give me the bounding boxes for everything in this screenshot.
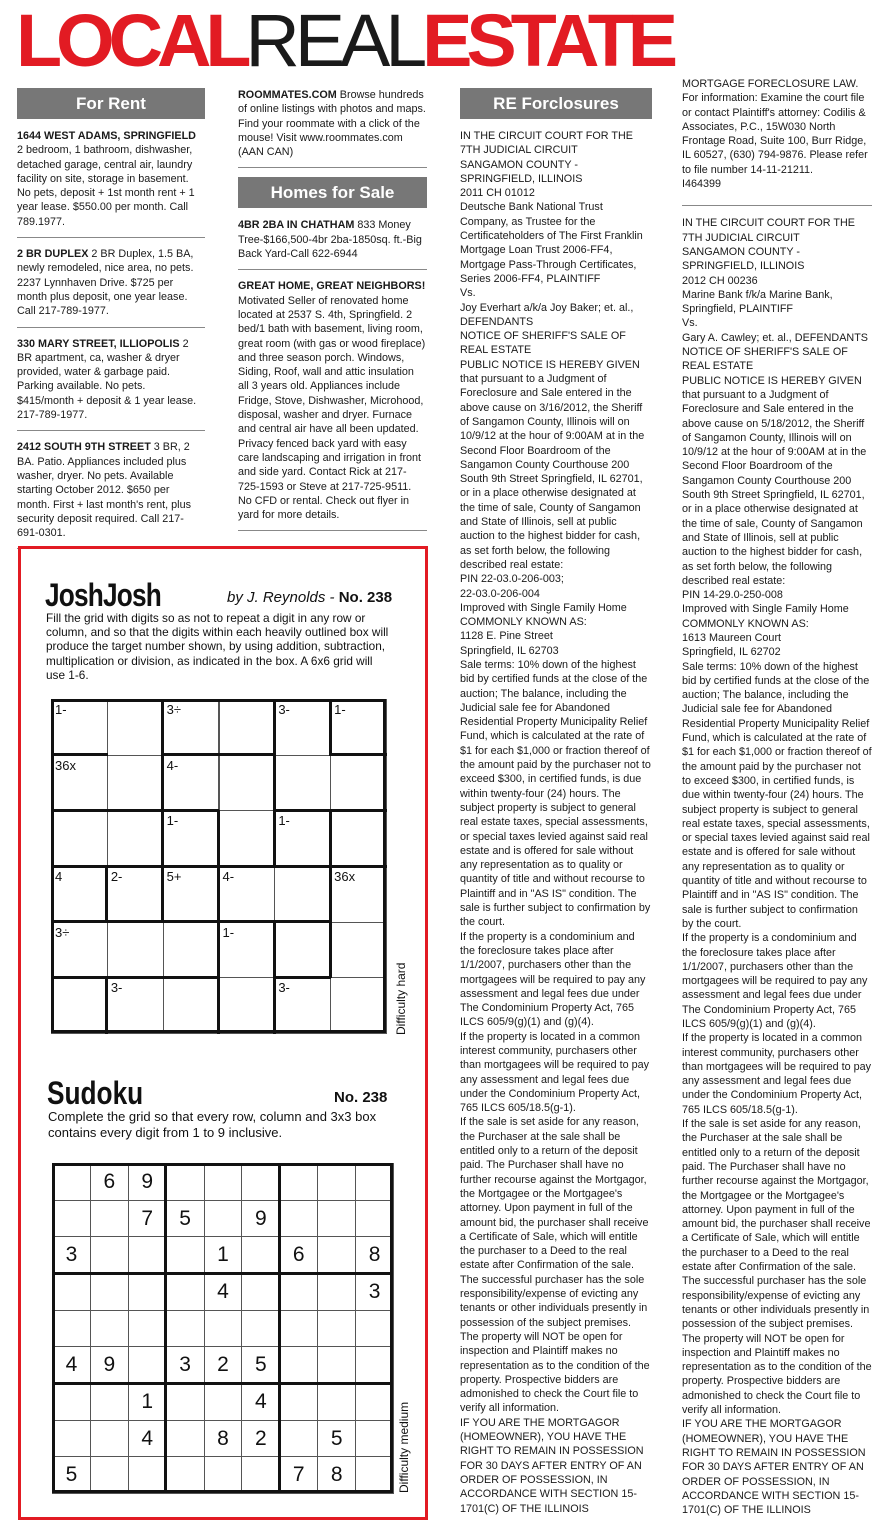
kenken-cell[interactable] (107, 922, 164, 979)
sudoku-cell[interactable] (279, 1420, 318, 1458)
for-rent-column (17, 88, 205, 558)
cage-border (51, 753, 108, 756)
sudoku-cell[interactable] (128, 1273, 167, 1311)
sudoku-cell[interactable] (166, 1383, 205, 1421)
sudoku-cell[interactable] (279, 1273, 318, 1311)
cage-border (274, 976, 331, 979)
sudoku-cell[interactable] (52, 1163, 91, 1201)
cage-border (219, 753, 276, 756)
notice-divider (682, 205, 872, 206)
sudoku-cell[interactable] (317, 1383, 356, 1421)
sudoku-cell[interactable]: 8 (204, 1420, 243, 1458)
sudoku-cell[interactable]: 2 (204, 1346, 243, 1384)
sudoku-cell[interactable]: 4 (128, 1420, 167, 1458)
roommates-ad (238, 88, 427, 168)
sudoku-cell[interactable] (128, 1310, 167, 1348)
cage-label: 1- (278, 813, 290, 829)
sudoku-cell[interactable] (90, 1420, 129, 1458)
sudoku-cell[interactable] (204, 1310, 243, 1348)
masthead-local: LOCAL (16, 0, 246, 82)
sudoku-cell[interactable] (90, 1200, 129, 1238)
listing-title: 1644 WEST ADAMS, SPRINGFIELD (17, 130, 196, 142)
cage-label: 2- (110, 869, 123, 884)
sudoku-cell[interactable]: 2 (241, 1420, 280, 1458)
cage-label: 4- (222, 869, 235, 884)
kenken-cell[interactable] (219, 755, 276, 812)
cage-border (107, 920, 164, 923)
sudoku-cell[interactable] (241, 1273, 280, 1311)
kenken-cell[interactable] (219, 810, 276, 867)
sudoku-grid[interactable] (52, 1163, 393, 1493)
listing-body: 2 BR Duplex, 1.5 BA, newly remodeled, nice area, no pets. 2237 Lynnhaven Drive. $725 per month plus deposit, one year lease. Call 217-789-1977. (17, 248, 194, 318)
sudoku-cell[interactable] (52, 1200, 91, 1238)
sudoku-cell[interactable] (355, 1310, 394, 1348)
cage-border (329, 699, 332, 756)
masthead-real: REAL (245, 0, 423, 82)
cage-border (163, 976, 220, 979)
cage-border (51, 865, 108, 868)
sudoku-cell[interactable] (279, 1383, 318, 1421)
sudoku-cell[interactable] (241, 1236, 280, 1274)
cage-label: 3- (278, 702, 290, 717)
cage-label: 3÷ (166, 702, 182, 717)
cage-border (163, 865, 220, 868)
sudoku-cell[interactable] (355, 1383, 394, 1421)
sudoku-cell[interactable]: 6 (279, 1236, 318, 1274)
cage-border (274, 920, 331, 923)
joshjosh-title: JoshJosh (45, 577, 161, 613)
joshjosh-byline (227, 589, 392, 606)
sudoku-cell[interactable] (317, 1346, 356, 1384)
kenken-cell[interactable] (163, 977, 220, 1034)
kenken-cell[interactable] (107, 810, 164, 867)
sudoku-cell[interactable] (90, 1310, 129, 1348)
cage-border (51, 699, 386, 702)
kenken-cell[interactable] (51, 977, 108, 1034)
puzzle-box (18, 546, 428, 1520)
cage-border (105, 977, 108, 1034)
box-border (390, 1163, 393, 1493)
box-border (164, 1163, 167, 1493)
cage-border (217, 810, 220, 867)
sudoku-cell[interactable] (128, 1346, 167, 1384)
kenken-cell[interactable] (51, 810, 108, 867)
sudoku-cell[interactable] (317, 1200, 356, 1238)
cage-border (161, 699, 164, 756)
cage-label: 1- (55, 702, 67, 717)
sudoku-cell[interactable]: 5 (52, 1456, 91, 1494)
masthead (16, 0, 672, 82)
sudoku-cell[interactable] (90, 1236, 129, 1274)
sudoku-cell[interactable] (317, 1273, 356, 1311)
listing-body: 3 BR, 2 BA. Patio. Appliances included plus washer, dryer. No pets. Available starting October 2012. $650 per month. First + last month's rent, plus security deposit required. Call 217-691-0301. (17, 441, 191, 540)
cage-label: 3- (110, 980, 123, 996)
cage-border (107, 865, 164, 868)
sudoku-cell[interactable]: 7 (279, 1456, 318, 1494)
cage-label: 5+ (166, 869, 182, 884)
cage-label: 36x (334, 869, 356, 884)
box-border (52, 1272, 393, 1275)
cage-border (273, 922, 276, 979)
sudoku-cell[interactable] (355, 1163, 394, 1201)
cage-border (274, 809, 331, 812)
foreclosures-header: RE Forclosures (460, 88, 652, 119)
cage-border (217, 977, 220, 1034)
foreclosure-notice-1: IN THE CIRCUIT COURT FOR THE 7TH JUDICIAL CIRCUIT SANGAMON COUNTY - SPRINGFIELD, ILLINOIS 2011 CH 01012 Deutsche Bank National Trust Company, as Trustee for the Certificateholders of The First Franklin Mortgage Loan Trust 2006-FF4, Mortgage Pass-Through Certificates, Series 2006-FF4, PLAINTIFF Vs. Joy Everhart a/k/a Joy Baker; et. al., DEFENDANTS NOTICE OF SHERIFF'S SALE OF REAL ESTATE PUBLIC NOTICE IS HEREBY GIVEN that pursuant to a Judgment of Foreclosure and Sale entered in the above cause on 3/16/2012, the Sheriff of Sangamon County, Illinois will on 10/9/12 at the hour of 9:00AM at in the Second Floor Boardroom of the Sangamon County Courthouse 200 South 9th Street Springfield, IL 62701, or in a place otherwise designated at the time of sale, County of Sangamon and State of Illinois, sell at public auction to the highest bidder for cash, as set forth below, the following described real estate: PIN 22-03.0-206-003; 22-03.0-206-004 Improved with Single Family Home COMMONLY KNOWN AS: 1128 E. Pine Street Springfield, IL 62703 Sale terms: 10% down of the highest bid by certified funds at the close of the auction; The balance, including the Judicial sale fee for Abandoned Residential Property Municipality Relief Fund, which is calculated at the rate of $1 for each $1,000 or fraction thereof of the amount paid by the purchaser not to exceed $300, in certified funds, is due within twenty-four (24) hours. The subject property is subject to general real estate taxes, special assessments, or special taxes levied against said real estate and is offered for sale without any representation as to quality or quantity of title and without recourse to Plaintiff and in "AS IS" condition. The sale is further subject to confirmation by the court. If the property is a condominium and the foreclosure takes place after 1/1/2007, purchasers other than the mortgagees will be required to pay any assessment and legal fees due under The Condominium Property Act, 765 ILCS 605/9(g)(1) and (g)(4). If the property is located in a common interest community, purchasers other than mortgagees will be required to pay any assessment and legal fees due under the Condominium Property Act, 765 ILCS 605/18.5(g-1). If the sale is set aside for any reason, the Purchaser at the sale shall be entitled only to a return of the deposit paid. The Purchaser shall have no further recourse against the Mortgagor, the Mortgagee or the Mortgagee's attorney. Upon payment in full of the amount bid, the purchaser shall receive a Certificate of Sale, which will entitle the purchaser to a Deed to the real estate after Confirmation of the sale. The successful purchaser has the sole responsibility/expense of evicting any tenants or other individuals presently in possession of the subject premises. The property will NOT be open for inspection and Plaintiff makes no representation as to the condition of the property. Prospective bidders are admonished to check the Court file to verify all information. IF YOU ARE THE MORTGAGOR (HOMEOWNER), YOU HAVE THE RIGHT TO REMAIN IN POSSESSION FOR 30 DAYS AFTER ENTRY OF AN ORDER OF POSSESSION, IN ACCORDANCE WITH SECTION 15-1701(C) OF THE ILLINOIS (460, 130, 651, 1515)
cage-border (217, 922, 220, 979)
cage-label: 4 (55, 869, 63, 884)
rent-listing (17, 440, 205, 549)
sudoku-cell[interactable]: 4 (241, 1383, 280, 1421)
cage-border (163, 809, 220, 812)
listing-body: Browse hundreds of online listings with photos and maps. Find your roommate with a click of the mouse! Visit www.roommates.com (AAN CAN) (238, 89, 426, 159)
kenken-cell[interactable] (274, 755, 331, 812)
cage-border (161, 810, 164, 867)
sudoku-cell[interactable] (241, 1310, 280, 1348)
cage-border (105, 866, 108, 923)
sudoku-cell[interactable]: 8 (317, 1456, 356, 1494)
cage-border (330, 753, 387, 756)
sudoku-difficulty: Difficulty medium (397, 1401, 411, 1493)
cage-label: 3÷ (55, 924, 70, 940)
sudoku-cell[interactable] (90, 1383, 129, 1421)
sudoku-cell[interactable]: 5 (317, 1420, 356, 1458)
cage-label: 36x (55, 757, 76, 773)
sudoku-cell[interactable]: 9 (241, 1200, 280, 1238)
listing-title: 4BR 2BA IN CHATHAM (238, 219, 355, 232)
sudoku-instructions: Complete the grid so that every row, column and 3x3 box contains every digit from 1 to 9 inclusive. (48, 1109, 377, 1140)
sudoku-cell[interactable]: 9 (90, 1346, 129, 1384)
cage-border (219, 865, 276, 868)
listing-body: 833 Money Tree-$166,500-4br 2ba-1850sq. ft.-Big Back Yard-Call 622-6944 (238, 219, 422, 261)
sudoku-cell[interactable] (204, 1163, 243, 1201)
kenken-cell[interactable] (107, 755, 164, 812)
sudoku-cell[interactable] (128, 1236, 167, 1274)
cage-border (273, 699, 276, 756)
sudoku-cell[interactable]: 9 (128, 1163, 167, 1201)
listing-title: 2412 SOUTH 9TH STREET (17, 441, 151, 454)
sudoku-cell[interactable] (166, 1310, 205, 1348)
sudoku-cell[interactable]: 4 (204, 1273, 243, 1311)
sudoku-cell[interactable] (166, 1456, 205, 1494)
sudoku-cell[interactable] (355, 1456, 394, 1494)
listing-body: 2 bedroom, 1 bathroom, dishwasher, detached garage, central air, laundry facility on site, storage in basement. No pets, deposit + 1st month rent + 1 year lease. $550.00 per month. Call 789.1977. (17, 144, 195, 228)
kenken-cell[interactable] (274, 866, 331, 923)
sudoku-cell[interactable] (279, 1163, 318, 1201)
sudoku-cell[interactable] (279, 1346, 318, 1384)
joshjosh-difficulty: Difficulty hard (394, 962, 408, 1035)
listing-title: GREAT HOME, GREAT NEIGHBORS! (238, 280, 426, 293)
cage-label: 1- (334, 702, 346, 717)
listing-body: Motivated Seller of renovated home located at 2537 S. 4th, Springfield. 2 bed/1 bath with basement, living room, great room (with gas or wood fireplace) and three season porch. Windows, Siding, Roof, wall and attic insulation all 3 years old. Appliances include Fridge, Stove, Dishwasher, Microhood, disposal, washer and dryer. Furnace and central air have all been updated. Privacy fenced back yard with easy care landscaping and irrigation in front and side yard. Contact Rick at 217-725-1593 or Steve at 217-725-9511. No CFD or rental. Check out flyer in yard for more details. (238, 294, 426, 522)
cage-label: 1- (166, 813, 179, 829)
sudoku-cell[interactable] (166, 1163, 205, 1201)
kenken-cell[interactable] (163, 922, 220, 979)
sudoku-cell[interactable]: 4 (52, 1346, 91, 1384)
for-rent-header: For Rent (17, 88, 205, 119)
sudoku-cell[interactable]: 3 (52, 1236, 91, 1274)
kenken-cell[interactable] (107, 699, 164, 756)
sudoku-cell[interactable]: 5 (166, 1200, 205, 1238)
homes-for-sale-header: Homes for Sale (238, 177, 427, 208)
sudoku-cell[interactable] (279, 1200, 318, 1238)
kenken-cell[interactable] (219, 699, 276, 756)
foreclosure-notice-1-continued: MORTGAGE FORECLOSURE LAW. For information: Examine the court file or contact Plaintiff's attorney: Codilis & Associates, P.C., 15W030 North Frontage Road, Suite 100, Burr Ridge, IL 60527, (630) 794-9876. Please refer to file number 14-11-21211. I464399 (682, 78, 868, 191)
sudoku-cell[interactable] (204, 1200, 243, 1238)
listing-body: 2 BR apartment, ca, washer & dryer provided, water & garbage paid. Parking available. No pets. $415/month + deposit & 1 year lease. 217-789-1977. (17, 337, 197, 422)
sudoku-cell[interactable] (355, 1346, 394, 1384)
rent-listing (17, 337, 205, 432)
cage-border (161, 866, 164, 923)
cage-border (217, 866, 220, 923)
kenken-cell[interactable] (274, 922, 331, 979)
cage-border (330, 809, 387, 812)
sudoku-number: No. 238 (334, 1089, 388, 1106)
sudoku-cell[interactable] (204, 1456, 243, 1494)
cage-label: 3- (278, 980, 290, 996)
sudoku-cell[interactable]: 3 (355, 1273, 394, 1311)
rent-listing (17, 129, 205, 238)
cage-border (51, 976, 108, 979)
sale-listing (238, 218, 427, 270)
foreclosures-column (460, 88, 652, 1516)
box-border (52, 1490, 393, 1493)
kenken-cell[interactable] (330, 922, 387, 979)
sudoku-cell[interactable] (241, 1163, 280, 1201)
kenken-cell[interactable] (330, 755, 387, 812)
joshjosh-instructions: Fill the grid with digits so as not to repeat a digit in any row or column, and so that the digits within each heavily outlined box will produce the target number shown, by using addition, subtraction, multiplication or division, as indicated in the box. A 6x6 grid will use 1-6. (46, 611, 389, 682)
sudoku-cell[interactable]: 3 (166, 1346, 205, 1384)
cage-border (107, 976, 164, 979)
box-border (52, 1163, 55, 1493)
sudoku-cell[interactable] (52, 1383, 91, 1421)
cage-border (51, 920, 108, 923)
sudoku-cell[interactable] (90, 1456, 129, 1494)
sudoku-cell[interactable] (204, 1383, 243, 1421)
sale-listing (238, 279, 427, 531)
listing-title: 330 MARY STREET, ILLIOPOLIS (17, 337, 180, 350)
sudoku-cell[interactable] (355, 1420, 394, 1458)
sudoku-cell[interactable] (52, 1273, 91, 1311)
sudoku-cell[interactable] (241, 1456, 280, 1494)
cage-border (219, 920, 276, 923)
sudoku-cell[interactable] (90, 1273, 129, 1311)
joshjosh-number: No. 238 (338, 589, 393, 606)
sudoku-cell[interactable] (355, 1200, 394, 1238)
foreclosure-notice-2: IN THE CIRCUIT COURT FOR THE 7TH JUDICIAL CIRCUIT SANGAMON COUNTY - SPRINGFIELD, ILLINOIS 2012 CH 00236 Marine Bank f/k/a Marine Bank, Springfield, PLAINTIFF Vs. Gary A. Cawley; et. al., DEFENDANTS NOTICE OF SHERIFF'S SALE OF REAL ESTATE PUBLIC NOTICE IS HEREBY GIVEN that pursuant to a Judgment of Foreclosure and Sale entered in the above cause on 5/18/2012, the Sheriff of Sangamon County, Illinois will on 10/9/12 at the hour of 9:00AM at in the Second Floor Boardroom of the Sangamon County Courthouse 200 South 9th Street Springfield, IL 62701, or in a place otherwise designated at the time of sale, County of Sangamon and State of Illinois, sell at public auction to the highest bidder for cash, as set forth below, the following described real estate: PIN 14-29.0-250-008 Improved with Single Family Home COMMONLY KNOWN AS: 1613 Maureen Court Springfield, IL 62702 Sale terms: 10% down of the highest bid by certified funds at the close of the auction; The balance, including the Judicial sale fee for Abandoned Residential Property Municipality Relief Fund, which is calculated at the rate of $1 for each $1,000 or fraction thereof of the amount paid by the purchaser not to exceed $300, in certified funds, is due within twenty-four (24) hours. The subject property is subject to general real estate taxes, special assessments, or special taxes levied against said real estate and is offered for sale without any representation as to quality or quantity of title and without recourse to Plaintiff and in "AS IS" condition. The sale is further subject to confirmation by the court. If the property is a condominium and the foreclosure takes place after 1/1/2007, purchasers other than the mortgagees will be required to pay any assessment and legal fees due under The Condominium Property Act, 765 ILCS 605/9(g)(1) and (g)(4). If the property is located in a common interest community, purchasers other than mortgagees will be required to pay any assessment and legal fees due under the Condominium Property Act, 765 ILCS 605/18.5(g-1). If the sale is set aside for any reason, the Purchaser at the sale shall be entitled only to a return of the deposit paid. The Purchaser shall have no further recourse against the Mortgagor, the Mortgagee or the Mortgagee's attorney. Upon payment in full of the amount bid, the purchaser shall receive a Certificate of Sale, which will entitle the purchaser to a Deed to the real estate after Confirmation of the sale. The successful purchaser has the sole responsibility/expense of evicting any tenants or other individuals presently in possession of the subject premises. The property will NOT be open for inspection and Plaintiff makes no representation as to the condition of the property. Prospective bidders are admonished to check the Court file to verify all information. IF YOU ARE THE MORTGAGOR (HOMEOWNER), YOU HAVE THE RIGHT TO REMAIN IN POSSESSION FOR 30 DAYS AFTER ENTRY OF AN ORDER OF POSSESSION, IN ACCORDANCE WITH SECTION 15-1701(C) OF THE ILLINOIS (682, 217, 872, 1517)
cage-border (51, 809, 108, 812)
masthead-estate: ESTATE (422, 0, 672, 82)
cage-border (273, 755, 276, 812)
foreclosures-column-2 (682, 77, 872, 1517)
cage-border (274, 865, 331, 868)
sudoku-cell[interactable] (317, 1236, 356, 1274)
sudoku-cell[interactable]: 8 (355, 1236, 394, 1274)
box-border (52, 1163, 393, 1166)
box-border (278, 1163, 281, 1493)
cage-label: 4- (166, 757, 179, 773)
cage-border (329, 922, 332, 979)
sudoku-cell[interactable] (128, 1456, 167, 1494)
cage-border (107, 809, 164, 812)
cage-border (273, 810, 276, 867)
kenken-cell[interactable] (219, 977, 276, 1034)
byline-author: by J. Reynolds - (227, 589, 339, 606)
cage-border (329, 810, 332, 867)
sudoku-cell[interactable]: 1 (204, 1236, 243, 1274)
cage-border (329, 866, 332, 923)
sudoku-title: Sudoku (47, 1075, 144, 1111)
cage-border (330, 865, 387, 868)
sudoku-cell[interactable] (279, 1310, 318, 1348)
cage-border (273, 977, 276, 1034)
sudoku-cell[interactable] (317, 1163, 356, 1201)
kenken-cell[interactable] (330, 810, 387, 867)
kenken-cell[interactable] (330, 977, 387, 1034)
sudoku-cell[interactable]: 7 (128, 1200, 167, 1238)
sudoku-cell[interactable] (166, 1273, 205, 1311)
listing-title: ROOMMATES.COM (238, 89, 337, 101)
cage-border (163, 920, 220, 923)
listing-title: 2 BR DUPLEX (17, 248, 89, 261)
sudoku-cell[interactable] (317, 1310, 356, 1348)
sudoku-cell[interactable]: 5 (241, 1346, 280, 1384)
sudoku-cell[interactable] (52, 1420, 91, 1458)
cage-border (161, 755, 164, 812)
sudoku-cell[interactable] (52, 1310, 91, 1348)
sudoku-cell[interactable]: 1 (128, 1383, 167, 1421)
sudoku-cell[interactable] (166, 1420, 205, 1458)
cage-border (163, 753, 220, 756)
joshjosh-grid[interactable] (51, 699, 386, 1033)
homes-column (238, 88, 427, 540)
sudoku-cell[interactable]: 6 (90, 1163, 129, 1201)
box-border (52, 1382, 393, 1385)
cage-label: 1- (222, 924, 235, 940)
sudoku-cell[interactable] (166, 1236, 205, 1274)
rent-listing (17, 247, 205, 327)
